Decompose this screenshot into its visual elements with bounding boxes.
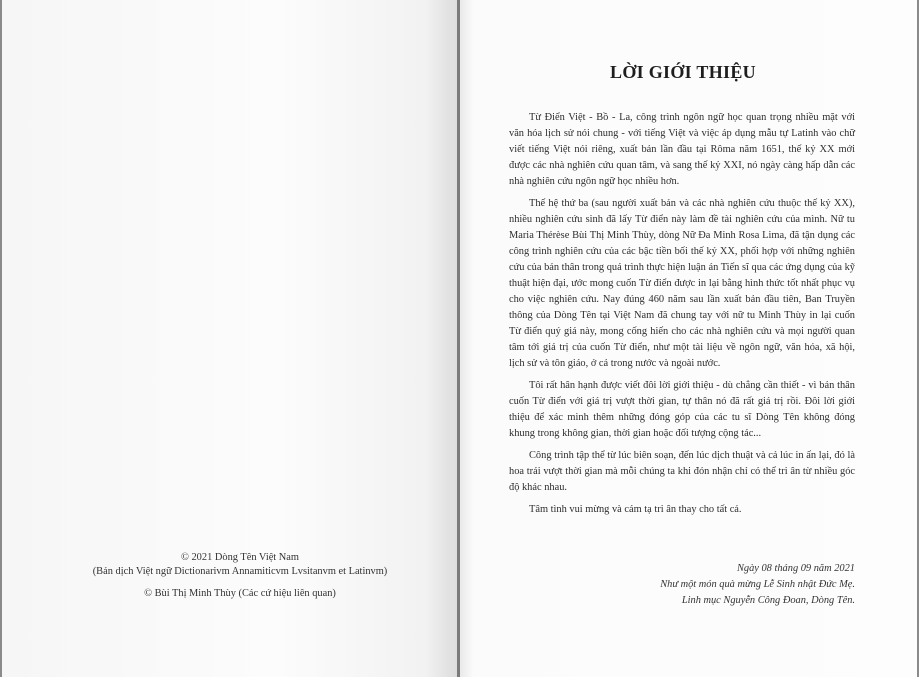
page-title: LỜI GIỚI THIỆU [610, 62, 756, 82]
translation-note: (Bản dịch Việt ngữ Dictionarivm Annamiticvm Lvsitanvm et Latinvm) [92, 566, 388, 577]
paragraph: Tâm tình vui mừng và cám tạ tri ân thay cho tất cả. [529, 504, 742, 515]
signature-date: Ngày 08 tháng 09 năm 2021 [736, 563, 855, 574]
signature-name: Linh mục Nguyễn Công Đoan, Dòng Tên. [681, 595, 855, 606]
copyright-line: © 2021 Dòng Tên Việt Nam [181, 552, 299, 563]
signature-block [509, 561, 855, 609]
paragraph: Công trình tập thể từ lúc biên soạn, đến lúc dịch thuật và cả lúc in ấn lại, đó là hoa trái vượt thời gian mà mỗi chúng ta khi đón nhận chỉ có thể tri ân từ nhiều góc độ khác nhau. [509, 450, 855, 493]
paragraph: Từ Điển Việt - Bồ - La, công trình ngôn ngữ học quan trọng nhiều mặt với văn hóa lịch sử nói chung - với tiếng Việt và việc áp dụng mẫu tự Latinh vào chữ viết tiếng Việt nói riêng, xuất bản lần đầu tại Rôma năm 1651, thế kỷ XX mới được các nhà nghiên cứu quan tâm, và sang thế kỷ XXI, nó ngày càng hấp dẫn các nhà nghiên cứu ngôn ngữ học nhiều hơn. [509, 112, 855, 187]
right-page [460, 0, 919, 677]
author-copyright-line: © Bùi Thị Minh Thùy (Các cứ hiệu liên quan) [144, 588, 336, 599]
introduction-body [509, 110, 855, 524]
copyright-block [80, 551, 400, 601]
spacer [80, 579, 400, 587]
paragraph: Thế hệ thứ ba (sau người xuất bản và các nhà nghiên cứu thuộc thế kỷ XX), nhiều nghiên cứu sinh đã lấy Từ điển này làm đề tài nghiên cứu của mình. Nữ tu Maria Thérèse Bùi Thị Minh Thùy, dòng Nữ Đa Minh Rosa Lima, đã tận dụng các công trình nghiên cứu của các bậc tiền bối thế kỷ XX, phối hợp với những nghiên cứu của bản thân trong quá trình thực hiện luận án Tiến sĩ qua các ứng dụng của kỹ thuật hiện đại, ước mong cuốn Từ điển được in lại bằng hình thức tốt nhất phục vụ cho việc nghiên cứu. Nay đúng 460 năm sau lần xuất bản đầu tiên, Ban Truyền thông của Dòng Tên tại Việt Nam đã chung tay với nữ tu Minh Thùy in lại cuốn Từ điển quý giá này, mong cống hiến cho các nhà nghiên cứu và mọi người quan tâm tới giá trị của cuốn Từ điển, như một tài liệu về ngôn ngữ, văn hóa, xã hội, lịch sử và tôn giáo, ở cả trong nước và ngoài nước. [509, 198, 855, 369]
paragraph: Tôi rất hân hạnh được viết đôi lời giới thiệu - dù chẳng cần thiết - vì bản thân cuốn Từ điển với giá trị vượt thời gian, tự thân nó đã rất giá trị rồi. Đôi lời giới thiệu để xác minh thêm những đóng góp của các tu sĩ Dòng Tên không đóng khung trong không gian, thời gian hoặc đối tượng cộng tác... [509, 380, 855, 439]
left-page [0, 0, 457, 677]
signature-occasion: Như một món quà mừng Lễ Sinh nhật Đức Mẹ. [660, 579, 855, 590]
